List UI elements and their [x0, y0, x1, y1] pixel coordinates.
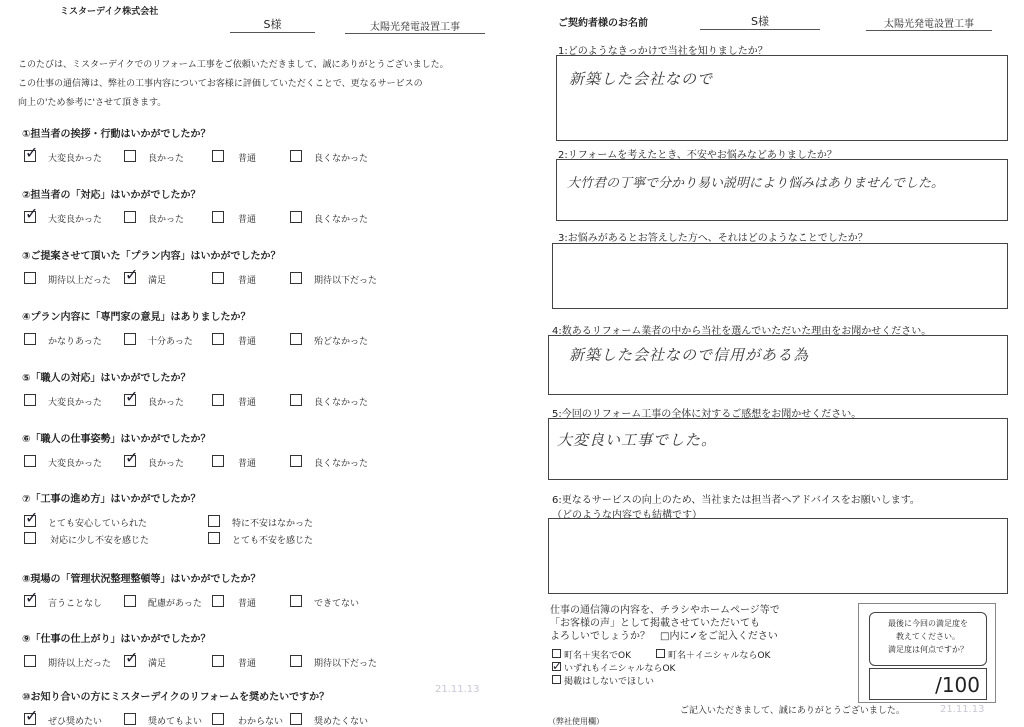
option-label: 普通: [238, 459, 257, 469]
q2-answer-box: [556, 159, 1008, 221]
option-label: 期待以上だった: [48, 276, 112, 286]
publish-text-1: 仕事の通信簿の内容を、チラシやホームページ等で: [550, 605, 780, 616]
score-question-line: 満足度は何点ですか？: [888, 645, 968, 654]
question-title: ⑥「職人の仕事姿勢」はいかがでしたか？: [22, 434, 211, 445]
check-mark-icon: ✓: [25, 143, 39, 162]
option-label: 普通: [238, 276, 257, 286]
option-label: 殆どなかった: [314, 337, 369, 347]
q6-label: 6:更なるサービスの向上のため、当社または担当者へアドバイスをお願いします。: [552, 495, 920, 506]
intro-line: 向上の'ため参考に'させて頂きます。: [18, 98, 167, 108]
question-title: ⑨「仕事の仕上がり」はいかがでしたか？: [22, 634, 211, 645]
option-label: かなりあった: [48, 337, 102, 347]
faint-date-stamp-right: 21.11.13: [940, 704, 985, 715]
q4-answer-box: [548, 335, 1008, 395]
publish-text-2: 「お客様の声」として掲載させていただいても: [550, 618, 760, 629]
question-title: ⑤「職人の対応」はいかがでしたか？: [22, 373, 191, 384]
contract-name-label: ご契約者様のお名前: [558, 18, 648, 29]
option-label: 大変良かった: [48, 459, 103, 469]
option-label: 良かった: [148, 215, 185, 225]
option-label: 期待以下だった: [314, 276, 378, 286]
option-checkbox[interactable]: [124, 211, 136, 223]
office-use-note: （弊社使用欄）: [548, 717, 604, 726]
intro-text: [18, 56, 449, 113]
q4-answer: 新築した会社なので信用がある為: [569, 346, 810, 364]
score-question-line: 最後に今回の満足度を: [888, 619, 968, 628]
option-checkbox[interactable]: [290, 394, 302, 406]
option-checkbox[interactable]: [124, 595, 136, 607]
company-name: ミスターデイク株式会社: [60, 7, 159, 17]
option-label: 特に不安はなかった: [232, 519, 314, 529]
check-mark-icon: ✓: [125, 448, 139, 467]
publish-option-label: いずれもイニシャルならOK: [564, 664, 676, 674]
publish-option-label: 掲載はしないでほしい: [564, 677, 655, 687]
right-project-name: 太陽光発電設置工事: [866, 15, 992, 31]
score-suffix: /100: [935, 673, 980, 697]
check-mark-icon: ✓: [125, 265, 139, 284]
option-label: 普通: [238, 398, 257, 408]
publish-checkbox[interactable]: [656, 649, 665, 658]
right-customer-name: S様: [700, 13, 820, 30]
intro-line: この仕事の通信簿は、弊社の工事内容についてお客様に評価していただくことで、更なるサービスの: [18, 79, 423, 89]
option-label: 良かった: [148, 398, 185, 408]
option-label: 良くなかった: [314, 459, 369, 469]
option-label: 普通: [238, 659, 257, 669]
option-checkbox[interactable]: [290, 455, 302, 467]
check-mark-icon: ✓: [25, 588, 39, 607]
project-name: 太陽光発電設置工事: [345, 18, 485, 34]
publish-checkbox[interactable]: [552, 675, 561, 684]
option-label: 良かった: [148, 459, 185, 469]
intro-line: このたびは、ミスターデイクでのリフォーム工事をご依頼いただきまして、誠にありがとうございました。: [18, 60, 449, 70]
q1-label: 1:どのようなきっかけで当社を知りましたか？: [558, 46, 768, 57]
q1-answer: 新築した会社なので: [569, 70, 714, 88]
check-mark-icon: ✓: [25, 508, 39, 527]
option-checkbox[interactable]: [24, 532, 36, 544]
option-checkbox[interactable]: [290, 333, 302, 345]
question-title: ④プラン内容に「専門家の意見」はありましたか？: [22, 312, 251, 323]
option-label: 普通: [238, 215, 257, 225]
option-label: 大変良かった: [48, 215, 103, 225]
faint-date-stamp: 21.11.13: [435, 684, 480, 695]
option-label: 言うことなし: [48, 599, 103, 609]
q3-label: 3:お悩みがあるとお答えした方へ、それはどのようなことでしたか？: [558, 233, 868, 244]
q2-label: 2:リフォームを考えたとき、不安やお悩みなどありましたか？: [558, 150, 837, 161]
option-label: 良くなかった: [314, 398, 369, 408]
score-question-line: 教えてください。: [896, 632, 960, 641]
publish-checkbox[interactable]: [552, 649, 561, 658]
option-label: 普通: [238, 154, 257, 164]
publish-text-3: よろしいでしょうか？ □内に✓をご記入ください: [550, 631, 778, 642]
question-title: ⑩お知り合いの方にミスターデイクのリフォームを奨めたいですか？: [22, 692, 330, 703]
option-checkbox[interactable]: [124, 150, 136, 162]
option-label: 良くなかった: [314, 215, 369, 225]
option-checkbox[interactable]: [212, 655, 224, 667]
score-input[interactable]: [869, 668, 987, 700]
option-checkbox[interactable]: [290, 150, 302, 162]
option-checkbox[interactable]: [24, 655, 36, 667]
q1-answer-box: [556, 55, 1008, 141]
q5-answer-box: [548, 418, 1008, 480]
option-label: わからない: [238, 717, 284, 727]
option-checkbox[interactable]: [290, 655, 302, 667]
option-checkbox[interactable]: [290, 713, 302, 725]
q6-answer-box: [548, 518, 1008, 594]
option-checkbox[interactable]: [212, 333, 224, 345]
option-checkbox[interactable]: [24, 333, 36, 345]
q6-sublabel: （どのような内容でも結構です）: [552, 510, 702, 521]
option-label: 大変良かった: [48, 398, 103, 408]
option-checkbox[interactable]: [212, 150, 224, 162]
option-checkbox[interactable]: [124, 713, 136, 725]
publish-option-label: 町名＋実名でOK: [564, 651, 631, 661]
option-checkbox[interactable]: [212, 713, 224, 725]
question-title: ⑦「工事の進め方」はいかがでしたか？: [22, 494, 201, 505]
score-question-box: [869, 612, 987, 666]
check-mark-icon: ✓: [25, 706, 39, 725]
option-label: 普通: [238, 599, 257, 609]
option-label: 期待以上だった: [48, 659, 112, 669]
question-title: ⑧現場の「管理状況整理整頓等」はいかがでしたか？: [22, 574, 261, 585]
check-mark-icon: ✓: [125, 387, 139, 406]
option-checkbox[interactable]: [212, 394, 224, 406]
check-mark-icon: ✓: [552, 659, 563, 673]
option-label: 奨めたくない: [314, 717, 369, 727]
option-label: 良くなかった: [314, 154, 369, 164]
option-label: 期待以下だった: [314, 659, 378, 669]
customer-name: S様: [230, 16, 315, 33]
option-label: 大変良かった: [48, 154, 103, 164]
check-mark-icon: ✓: [25, 204, 39, 223]
option-checkbox[interactable]: [212, 595, 224, 607]
publish-option-label: 町名＋イニシャルならOK: [668, 651, 771, 661]
option-label: 良かった: [148, 154, 185, 164]
option-checkbox[interactable]: [124, 333, 136, 345]
option-checkbox[interactable]: [212, 211, 224, 223]
option-label: ぜひ奨めたい: [48, 717, 103, 727]
question-title: ③ご提案させて頂いた「プラン内容」はいかがでしたか？: [22, 251, 281, 262]
q4-label: 4:数あるリフォーム業者の中から当社を選んでいただいた理由をお聞かせください。: [552, 326, 932, 337]
option-label: 対応に少し不安を感じた: [50, 536, 150, 546]
option-checkbox[interactable]: [208, 515, 220, 527]
q5-answer: 大変良い工事でした。: [557, 431, 718, 449]
option-label: 満足: [148, 659, 167, 669]
score-panel: [858, 603, 996, 703]
option-label: とても不安を感じた: [232, 536, 314, 546]
option-checkbox[interactable]: [24, 455, 36, 467]
option-label: 満足: [148, 276, 167, 286]
option-checkbox[interactable]: [212, 455, 224, 467]
check-mark-icon: ✓: [125, 648, 139, 667]
question-title: ①担当者の挨拶・行動はいかがでしたか？: [22, 129, 211, 140]
option-checkbox[interactable]: [208, 532, 220, 544]
option-label: とても安心していられた: [48, 519, 148, 529]
option-label: できてない: [314, 599, 360, 609]
option-label: 奨めてもよい: [148, 717, 203, 727]
score-question: [870, 613, 986, 656]
option-label: 普通: [238, 337, 257, 347]
option-label: 配慮があった: [148, 599, 202, 609]
thanks-text: ご記入いただきまして、誠にありがとうございました。: [680, 706, 905, 716]
q2-answer: 大竹君の丁寧で分かり易い説明により悩みはありませんでした。: [567, 176, 945, 191]
option-checkbox[interactable]: [24, 272, 36, 284]
option-label: 十分あった: [148, 337, 193, 347]
q3-answer-box: [552, 243, 1008, 309]
option-checkbox[interactable]: [290, 272, 302, 284]
option-checkbox[interactable]: [24, 394, 36, 406]
option-checkbox[interactable]: [290, 211, 302, 223]
option-checkbox[interactable]: [212, 272, 224, 284]
q5-label: 5:今回のリフォーム工事の全体に対するご感想をお聞かせください。: [552, 409, 862, 420]
question-title: ②担当者の「対応」はいかがでしたか？: [22, 190, 201, 201]
option-checkbox[interactable]: [290, 595, 302, 607]
